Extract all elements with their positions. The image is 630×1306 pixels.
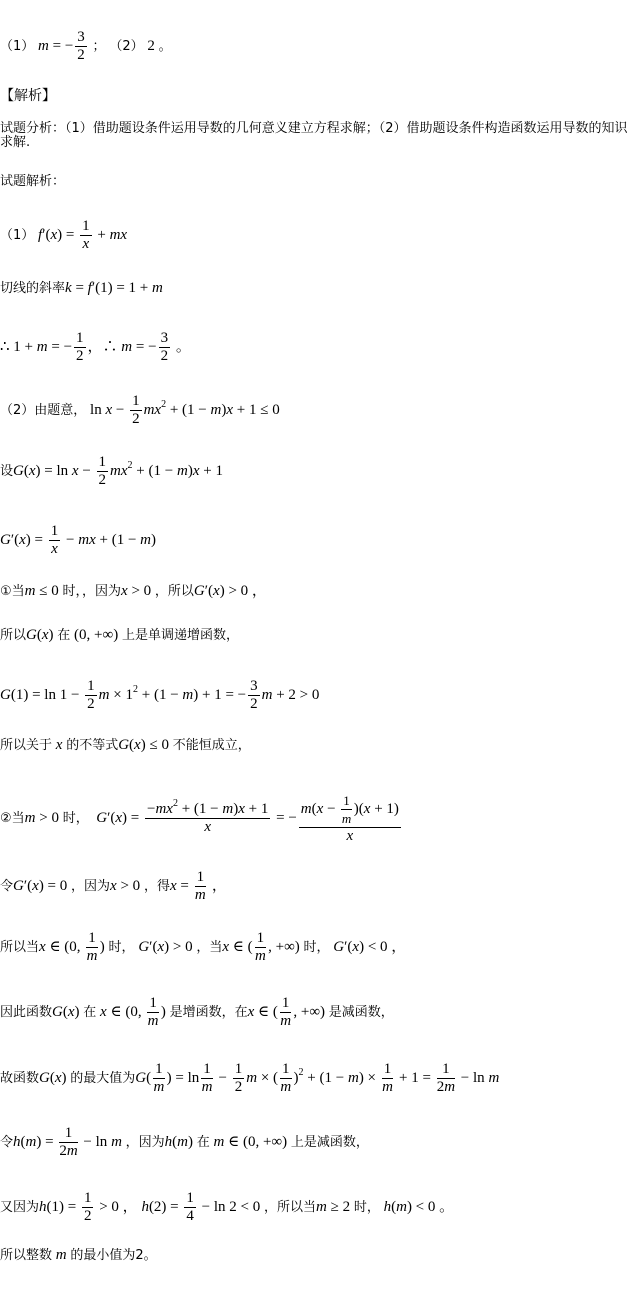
h-values: 又因为h(1) = $\frac{1}{2}$ > 0 ， h(2) = $\frac{1}{4}$ − ln 2 < 0 ，所以当m ≥ 2 时， h(m) < 0 。	[0, 1190, 455, 1224]
eq-g-prime: G′(x) = $\frac{1}{x}$ − mx + (1 − m)	[0, 523, 156, 557]
eq-inequality: （2）由题意， ln x − $\frac{1}{2}$ $mx^2 + (1 - m)x + 1 \le 0$	[0, 393, 280, 427]
answer-part1-label: （1）	[0, 38, 35, 54]
eq-define-g: 设G(x) = ln x − $\frac{1}{2}$ $mx^2 + (1 - m)x + 1$	[0, 454, 223, 488]
section-title: 【解析】	[0, 88, 56, 104]
sign-analysis: 所以当x ∈ (0, $\frac{1}{m}$ ) 时， G′(x) > 0 ，当x ∈ ( $\frac{1}{m}$ , +∞) 时， G′(x) < 0 ，	[0, 930, 407, 964]
root-line: 令G′(x) = 0 ，因为x > 0 ，得x = $\frac{1}{m}$ ，	[0, 869, 227, 903]
case1-increasing: 所以G(x) 在 (0, +∞) 上是单调递增函数，	[0, 627, 239, 643]
answer-line: （1） m = − $\frac{3}{2}$ ； （2） 2 。	[0, 29, 172, 63]
eq-slope: 切线的斜率k = f′(1) = 1 + m	[0, 280, 163, 296]
eq-g1: G(1) = ln 1 − $\frac{1}{2}$ $m \times 1^2 + (1 - m) + 1$ = − $\frac{3}{2}$ m + 2 > 0	[0, 678, 320, 712]
case2-derivative: ②当m > 0 时， G′(x) = $\frac{-mx^2 + (1 - m)x + 1}{x}$ = − m(x − $\frac{1}{m}$ )(x + 1) x	[0, 793, 399, 844]
answer-part2-label: （2）	[109, 38, 144, 54]
solution-label: 试题解析：	[0, 174, 66, 189]
max-value: 故函数G(x) 的最大值为G( $\frac{1}{m}$ ) = ln $\frac{1}{m}$ − $\frac{1}{2}$ m × ( $\frac{1}{m}$ )$^2$ + (1 − m) × $\frac{1}{m}$ + 1 = $\frac{1}{2m}$ − ln m	[0, 1061, 500, 1095]
final-conclusion: 所以整数 m 的最小值为2。	[0, 1247, 157, 1263]
case1-conclusion: 所以关于 x 的不等式G(x) ≤ 0 不能恒成立，	[0, 737, 251, 753]
monotonicity: 因此函数G(x) 在 x ∈ (0, $\frac{1}{m}$ ) 是增函数，在x ∈ ( $\frac{1}{m}$ , +∞) 是减函数，	[0, 995, 394, 1029]
define-h: 令h(m) = $\frac{1}{2m}$ − ln m ，因为h(m) 在 m ∈ (0, +∞) 上是减函数，	[0, 1125, 369, 1159]
eq-derivative: （1） f′(x) = $\frac{1}{x}$ + mx	[0, 218, 128, 252]
eq-m-solve: ∴ 1 + m = − $\frac{1}{2}$ ，∴ m = − $\frac{3}{2}$ 。	[0, 330, 191, 364]
analysis-paragraph: 试题分析：（1）借助题设条件运用导数的几何意义建立方程求解；（2）借助题设条件构造函数运用导数的知识求解.	[0, 121, 628, 150]
fraction: $\frac{3}{2}$	[77, 29, 85, 63]
case1-line: ①当m ≤ 0 时，，因为x > 0 ，所以G′(x) > 0 ，	[0, 583, 267, 599]
